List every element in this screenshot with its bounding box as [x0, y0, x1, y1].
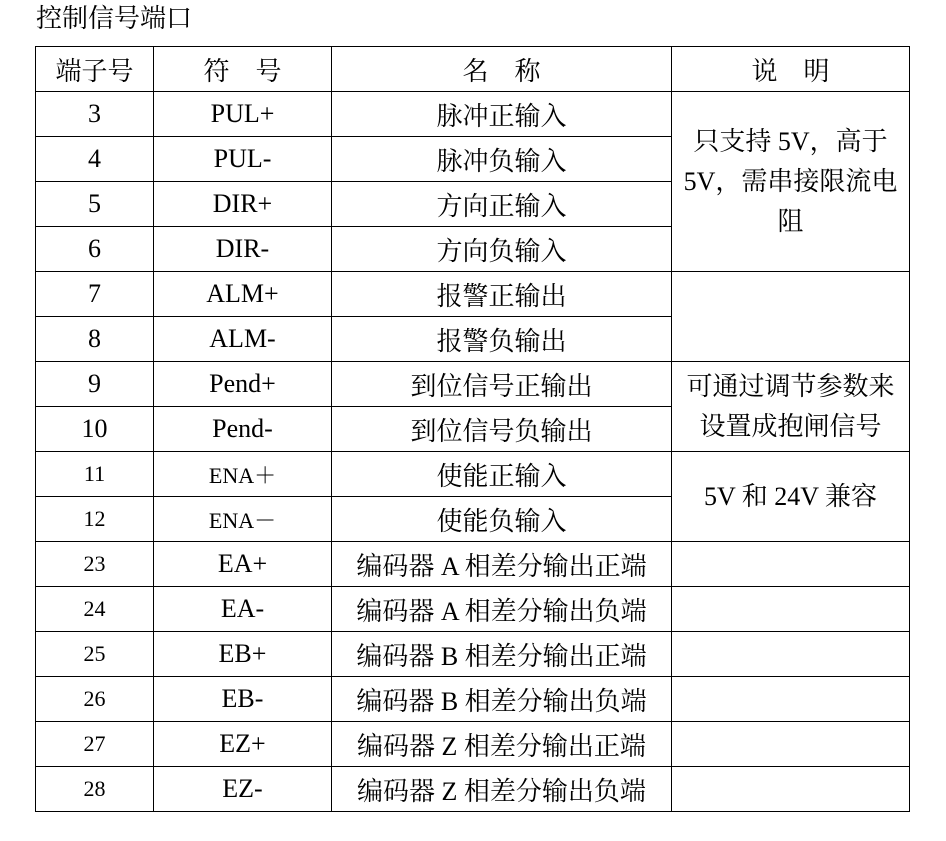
note-encoder [672, 542, 910, 587]
table-row [36, 587, 910, 632]
terminal-cell: 28 [36, 767, 154, 812]
table-row [36, 452, 910, 497]
symbol-cell: DIR- [154, 227, 332, 272]
note-alarm [672, 272, 910, 362]
note-enable: 5V 和 24V 兼容 [672, 452, 910, 542]
table-row [36, 677, 910, 722]
symbol-cell: DIR+ [154, 182, 332, 227]
terminal-cell: 25 [36, 632, 154, 677]
table-row [36, 362, 910, 407]
symbol-cell: Pend- [154, 407, 332, 452]
note-encoder [672, 632, 910, 677]
name-cell: 方向正输入 [332, 182, 672, 227]
symbol-cell: EB+ [154, 632, 332, 677]
symbol-cell: ENA－ [154, 497, 332, 542]
note-encoder [672, 722, 910, 767]
header-terminal: 端子号 [36, 47, 154, 92]
name-cell: 使能负输入 [332, 497, 672, 542]
terminal-cell: 7 [36, 272, 154, 317]
control-signal-table [35, 46, 910, 812]
table-row [36, 632, 910, 677]
terminal-cell: 6 [36, 227, 154, 272]
table-row [36, 722, 910, 767]
table-row [36, 542, 910, 587]
note-pulse-dir: 只支持 5V，高于 5V，需串接限流电阻 [672, 92, 910, 272]
name-cell: 使能正输入 [332, 452, 672, 497]
terminal-cell: 4 [36, 137, 154, 182]
symbol-cell: ENA＋ [154, 452, 332, 497]
symbol-cell: EB- [154, 677, 332, 722]
table-header-row [36, 47, 910, 92]
terminal-cell: 26 [36, 677, 154, 722]
symbol-cell: EA+ [154, 542, 332, 587]
terminal-cell: 8 [36, 317, 154, 362]
name-cell: 编码器 Z 相差分输出正端 [332, 722, 672, 767]
symbol-cell: EZ+ [154, 722, 332, 767]
name-cell: 编码器 Z 相差分输出负端 [332, 767, 672, 812]
name-cell: 编码器 A 相差分输出正端 [332, 542, 672, 587]
name-cell: 到位信号负输出 [332, 407, 672, 452]
terminal-cell: 12 [36, 497, 154, 542]
note-encoder [672, 767, 910, 812]
name-cell: 编码器 B 相差分输出负端 [332, 677, 672, 722]
symbol-cell: PUL- [154, 137, 332, 182]
terminal-cell: 27 [36, 722, 154, 767]
symbol-cell: PUL+ [154, 92, 332, 137]
name-cell: 编码器 B 相差分输出正端 [332, 632, 672, 677]
note-pend: 可通过调节参数来设置成抱闸信号 [672, 362, 910, 452]
terminal-cell: 5 [36, 182, 154, 227]
table-row [36, 92, 910, 137]
note-encoder [672, 677, 910, 722]
name-cell: 报警负输出 [332, 317, 672, 362]
terminal-cell: 23 [36, 542, 154, 587]
header-description: 说 明 [672, 47, 910, 92]
symbol-cell: ALM+ [154, 272, 332, 317]
header-name: 名 称 [332, 47, 672, 92]
name-cell: 到位信号正输出 [332, 362, 672, 407]
name-cell: 脉冲正输入 [332, 92, 672, 137]
symbol-cell: ALM- [154, 317, 332, 362]
name-cell: 脉冲负输入 [332, 137, 672, 182]
name-cell: 方向负输入 [332, 227, 672, 272]
name-cell: 报警正输出 [332, 272, 672, 317]
page-title: 控制信号端口 [36, 4, 193, 34]
terminal-cell: 11 [36, 452, 154, 497]
symbol-cell: EZ- [154, 767, 332, 812]
symbol-cell: EA- [154, 587, 332, 632]
note-encoder [672, 587, 910, 632]
terminal-cell: 24 [36, 587, 154, 632]
name-cell: 编码器 A 相差分输出负端 [332, 587, 672, 632]
table-row [36, 272, 910, 317]
header-symbol: 符 号 [154, 47, 332, 92]
symbol-cell: Pend+ [154, 362, 332, 407]
table-row [36, 767, 910, 812]
terminal-cell: 10 [36, 407, 154, 452]
terminal-cell: 9 [36, 362, 154, 407]
terminal-cell: 3 [36, 92, 154, 137]
